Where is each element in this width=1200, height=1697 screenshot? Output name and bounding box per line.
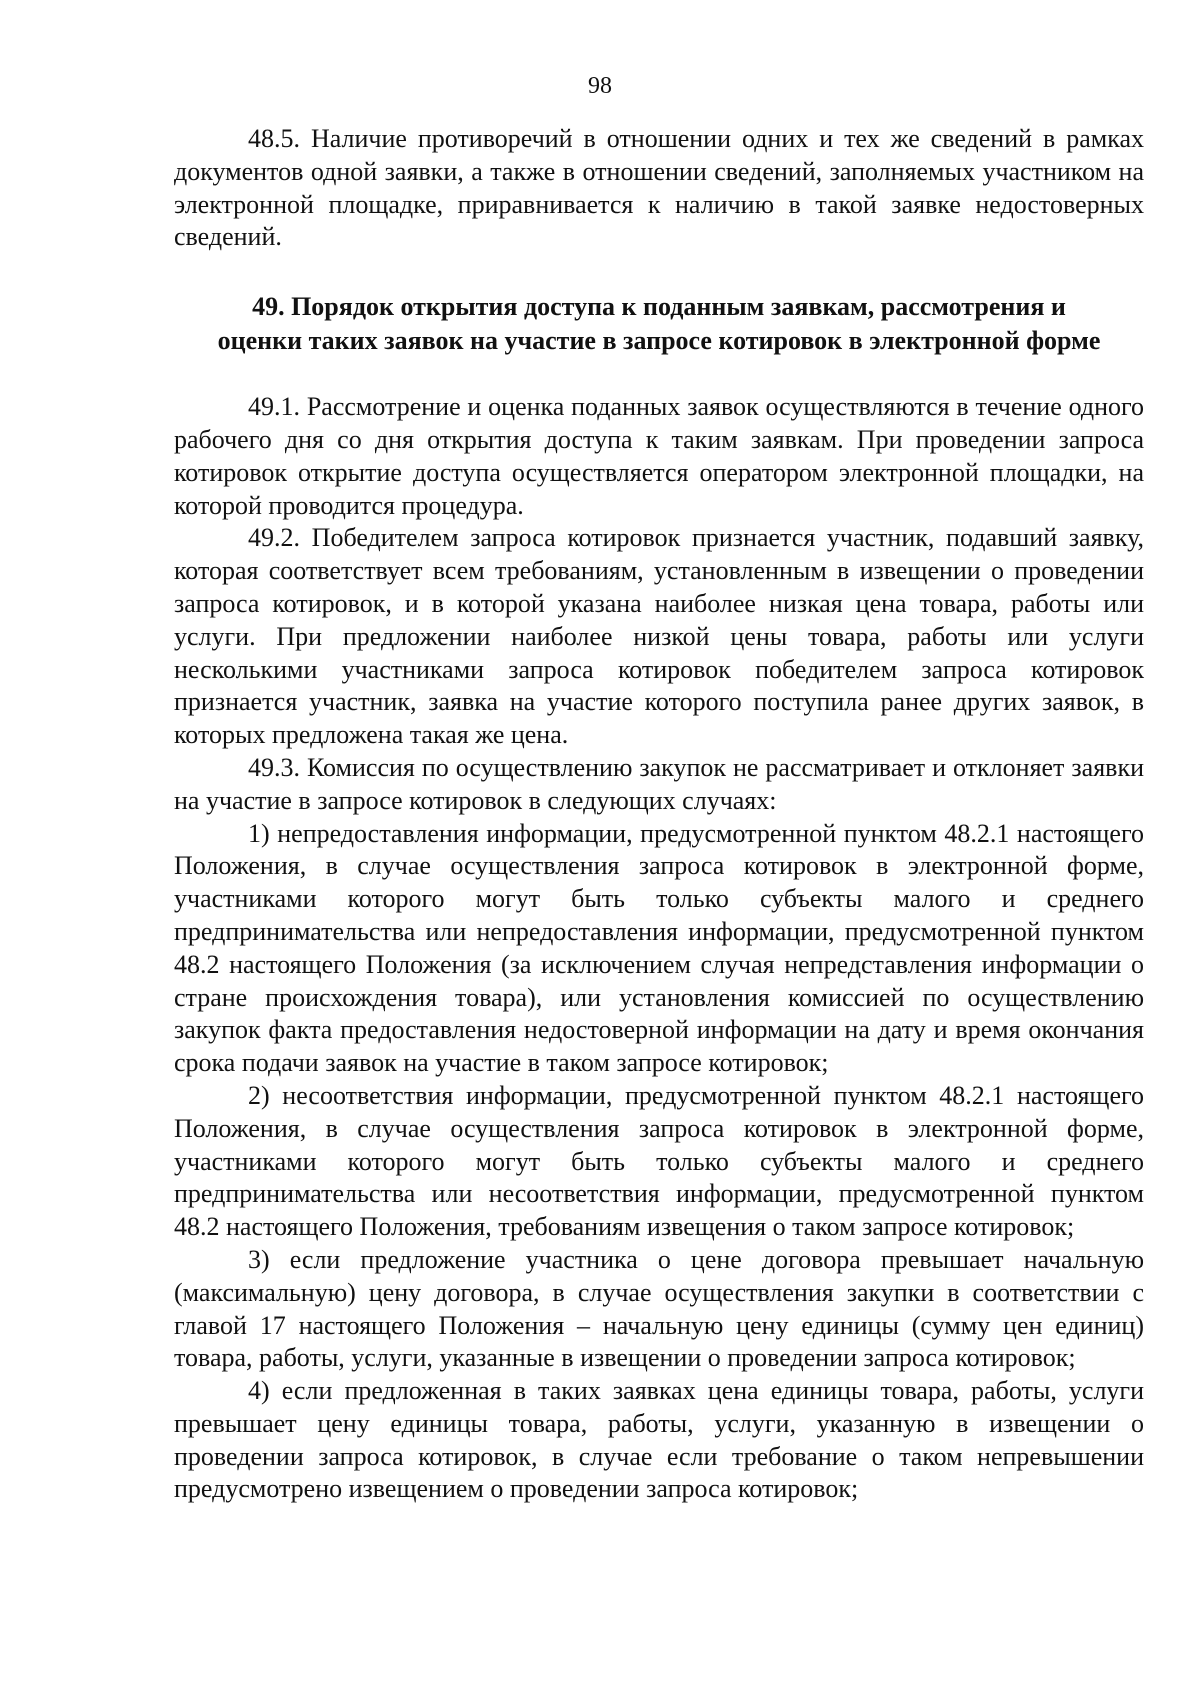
list-item-1: 1) непредоставления информации, предусмотренной пунктом 48.2.1 настоящего Положения, в случае осуществления запроса котировок в электронной форме, участниками которого могут быть только субъекты малого и среднего предпринимательства или непредоставления информации, предусмотренной пунктом 48.2 настоящего Положения (за исключением случая непредставления информации о стране происхождения товара), или установления комиссией по осуществлению закупок факта предоставления недостоверной информации на дату и время окончания срока подачи заявок на участие в таком запросе котировок;	[174, 818, 1144, 1078]
page-number: 98	[588, 73, 612, 99]
document-body	[174, 123, 1144, 1506]
paragraph-49-2: 49.2. Победителем запроса котировок признается участник, подавший заявку, которая соответствует всем требованиям, установленным в извещении о проведении запроса котировок, и в которой указана наиболее низкая цена товара, работы или услуги. При предложении наиболее низкой цены товара, работы или услуги несколькими участниками запроса котировок победителем запроса котировок признается участник, заявка на участие которого поступила ранее других заявок, в которых предложена такая же цена.	[174, 523, 1144, 750]
section-heading-line-2: оценки таких заявок на участие в запросе котировок в электронной форме	[217, 326, 1101, 356]
paragraph-49-3: 49.3. Комиссия по осуществлению закупок не рассматривает и отклоняет заявки на участие в запросе котировок в следующих случаях:	[174, 752, 1144, 815]
list-item-4: 4) если предложенная в таких заявках цена единицы товара, работы, услуги превышает цену единицы товара, работы, услуги, указанную в извещении о проведении запроса котировок, в случае если требование о таком непревышении предусмотрено извещением о проведении запроса котировок;	[174, 1376, 1144, 1504]
section-heading-49	[174, 290, 1144, 358]
list-item-2: 2) несоответствия информации, предусмотренной пунктом 48.2.1 настоящего Положения, в случае осуществления запроса котировок в электронной форме, участниками которого могут быть только субъекты малого и среднего предпринимательства или несоответствия информации, предусмотренной пунктом 48.2 настоящего Положения, требованиям извещения о таком запросе котировок;	[174, 1080, 1144, 1242]
paragraph-49-1: 49.1. Рассмотрение и оценка поданных заявок осуществляются в течение одного рабочего дня со дня открытия доступа к таким заявкам. При проведении запроса котировок открытие доступа осуществляется оператором электронной площадки, на которой проводится процедура.	[174, 392, 1144, 520]
paragraph-48-5: 48.5. Наличие противоречий в отношении одних и тех же сведений в рамках документов одной заявки, а также в отношении сведений, заполняемых участником на электронной площадке, приравнивается к наличию в такой заявке недостоверных сведений.	[174, 124, 1144, 252]
section-heading-line-1: 49. Порядок открытия доступа к поданным заявкам, рассмотрения и	[252, 292, 1066, 322]
list-item-3: 3) если предложение участника о цене договора превышает начальную (максимальную) цену договора, в случае осуществления закупки в соответствии с главой 17 настоящего Положения – начальную цену единицы (сумму цен единиц) товара, работы, услуги, указанные в извещении о проведении запроса котировок;	[174, 1244, 1144, 1373]
